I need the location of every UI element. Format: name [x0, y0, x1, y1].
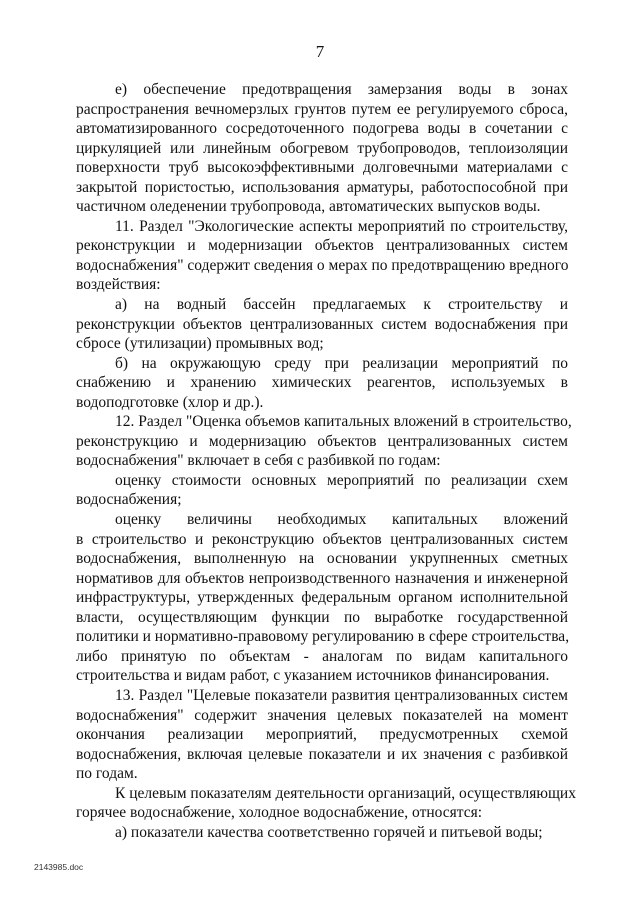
text-line: водоснабжения" содержит значения целевых показателей на момент [76, 706, 568, 724]
text-line: сбросе (утилизации) промывных вод; [76, 335, 324, 353]
text-line: б) на окружающую среду при реализации мероприятий по [115, 354, 568, 372]
text-line: водоснабжения" включает в себя с разбивкой по годам: [76, 452, 441, 470]
text-line: а) показатели качества соответственно горячей и питьевой воды; [115, 823, 543, 841]
file-name-footer: 2143985.doc [34, 862, 84, 872]
text-line: окончания реализации мероприятий, предусмотренных схемой [76, 726, 568, 744]
text-line: е) обеспечение предотвращения замерзания воды в зонах [115, 81, 568, 98]
text-line: по годам. [76, 765, 138, 783]
text-line: нормативов для объектов непроизводственного назначения и инженерной [76, 569, 568, 587]
text-line: реконструкции и модернизации объектов централизованных систем [76, 237, 568, 255]
text-line: а) на водный бассейн предлагаемых к строительству и [115, 296, 568, 314]
text-line: реконструкцию и модернизацию объектов централизованных систем [76, 432, 568, 450]
text-line: реконструкции объектов централизованных систем водоснабжения при [76, 315, 568, 333]
text-line: 12. Раздел "Оценка объемов капитальных вложений в строительство, [115, 413, 572, 431]
page-number: 7 [315, 42, 325, 61]
text-line: К целевым показателям деятельности организаций, осуществляющих [115, 784, 576, 802]
text-line: водоснабжения, выполненную на основании укрупненных сметных [76, 550, 568, 568]
text-line: частичном оледенении трубопровода, автоматических выпусков воды. [76, 198, 541, 216]
text-line: водоснабжения; [76, 491, 182, 509]
text-line: строительства и видам работ, с указанием источников финансирования. [76, 667, 550, 685]
text-line: в строительство и реконструкцию объектов централизованных систем [76, 530, 568, 548]
text-line: снабжению и хранению химических реагентов, используемых в [76, 374, 568, 392]
text-line: горячее водоснабжение, холодное водоснабжение, относятся: [76, 804, 483, 822]
text-line: водоснабжения, включая целевые показатели и их значения с разбивкой [76, 745, 568, 763]
text-line: инфраструктуры, утвержденных федеральным органом исполнительной [76, 589, 568, 607]
text-line: оценку величины необходимых капитальных вложений [115, 511, 568, 529]
text-line: распространения вечномерзлых грунтов путем ее регулируемого сброса, [76, 100, 568, 118]
text-line: водоснабжения" содержит сведения о мерах по предотвращению вредного [76, 256, 569, 274]
text-line: поверхности труб высокоэффективными долговечными материалами с [76, 159, 568, 177]
text-line: либо принятую по объектам - аналогам по видам капитального [76, 647, 568, 665]
text-line: политики и нормативно-правовому регулированию в сфере строительства, [76, 628, 570, 646]
text-line: оценку стоимости основных мероприятий по реализации схем [115, 471, 568, 489]
text-line: власти, осуществляющим функции по выработке государственной [76, 608, 568, 626]
text-line: закрытой пористостью, использования арматуры, работоспособной при [76, 178, 568, 196]
text-line: 13. Раздел "Целевые показатели развития централизованных систем [115, 686, 568, 704]
document-body [76, 80, 576, 842]
text-line: 11. Раздел "Экологические аспекты мероприятий по строительству, [115, 217, 568, 235]
text-line: водоподготовке (хлор и др.). [76, 393, 264, 411]
text-line: автоматизированного сосредоточенного подогрева воды в сочетании с [76, 120, 568, 138]
text-line: циркуляцией или линейным обогревом трубопроводов, теплоизоляции [76, 139, 568, 157]
text-line: воздействия: [76, 276, 161, 294]
